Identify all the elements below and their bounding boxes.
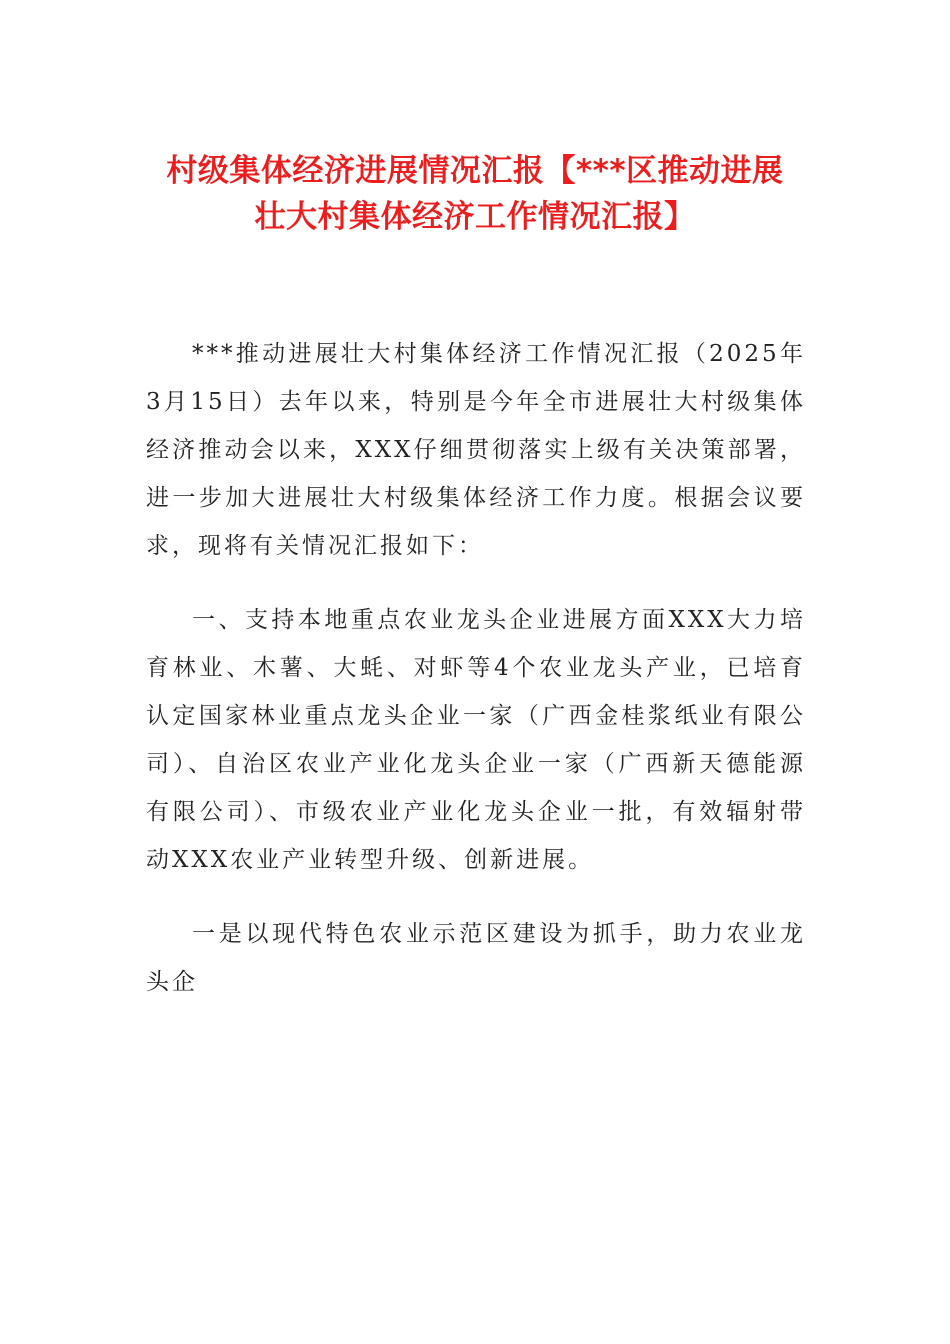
paragraph-point-one: 一是以现代特色农业示范区建设为抓手，助力农业龙头企 — [146, 921, 806, 995]
document-body — [146, 330, 806, 1032]
document-title — [118, 148, 832, 240]
title-line-2: 壮大村集体经济工作情况汇报】 — [254, 199, 696, 235]
title-line-1: 村级集体经济进展情况汇报【***区推动进展 — [166, 153, 784, 189]
paragraph-intro: ***推动进展壮大村集体经济工作情况汇报（2025年3月15日）去年以来，特别是今年全市进展壮大村级集体经济推动会以来，XXX仔细贯彻落实上级有关决策部署，进一步加大进展壮大村级集体经济工作力度。根据会议要求，现将有关情况汇报如下： — [146, 341, 806, 559]
paragraph-section-one: 一、支持本地重点农业龙头企业进展方面XXX大力培育林业、木薯、大蚝、对虾等4个农业龙头产业，已培育认定国家林业重点龙头企业一家（广西金桂浆纸业有限公司）、自治区农业产业化龙头企业一家（广西新天德能源有限公司）、市级农业产业化龙头企业一批，有效辐射带动XXX农业产业转型升级、创新进展。 — [146, 607, 806, 873]
